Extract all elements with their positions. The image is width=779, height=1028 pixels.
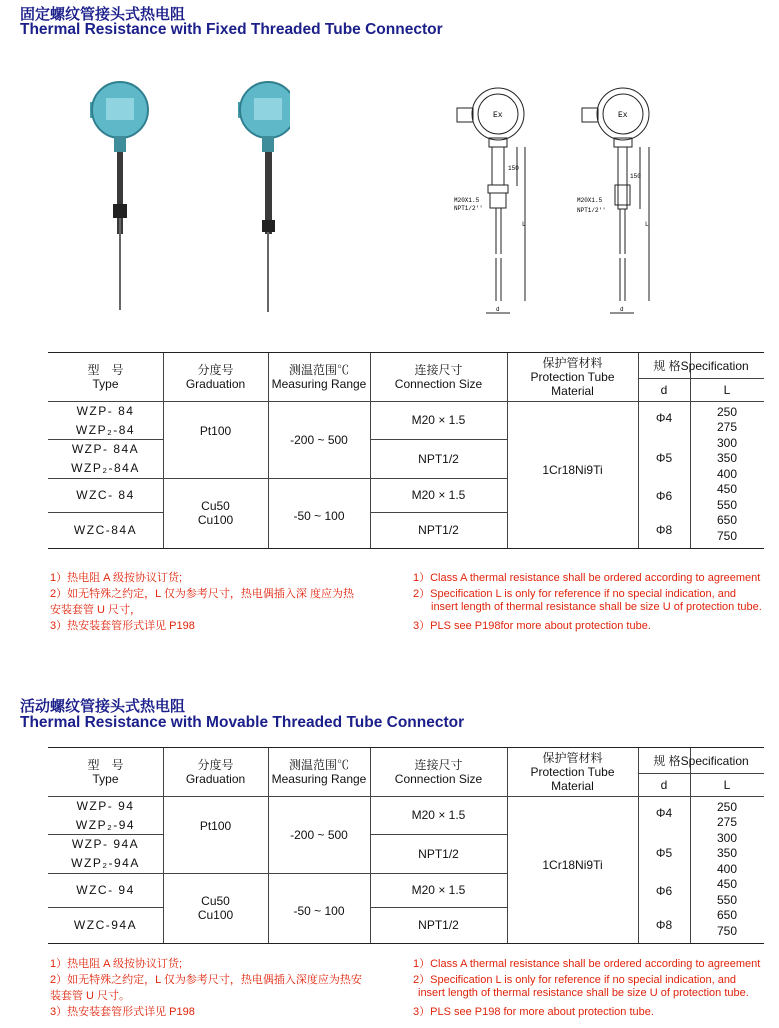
section1-title-cn: 固定螺纹管接头式热电阻 xyxy=(20,6,186,23)
type-cell-text: WZP- 94 xyxy=(76,798,135,813)
d-cell-text: Φ8 xyxy=(655,523,673,537)
type-cell xyxy=(48,512,163,548)
type-cell xyxy=(48,439,163,458)
header-range xyxy=(268,353,370,401)
note-en: 1）Class A thermal resistance shall be ordered according to agreement xyxy=(413,958,761,970)
dim-L: L xyxy=(522,221,526,228)
header-graduation xyxy=(163,748,268,796)
header-connection-text: Connection Size xyxy=(394,377,483,391)
type-cell-text: WZP₂-94 xyxy=(75,817,136,832)
thread-label: M20X1.5 xyxy=(454,197,480,204)
connection-cell xyxy=(370,907,507,943)
d-cell xyxy=(638,798,690,828)
header-type xyxy=(48,748,163,796)
d-cell-text: Φ6 xyxy=(655,489,673,503)
d-cell xyxy=(638,836,690,870)
note-cn: 2）如无特殊之约定，L 仅为参考尺寸，热电偶插入深 度应为热 xyxy=(50,588,354,600)
header-material xyxy=(507,353,638,401)
type-cell-text: WZP₂-84A xyxy=(71,461,140,475)
L-value: 400 xyxy=(716,466,738,481)
connection-cell xyxy=(370,796,507,834)
header-type xyxy=(48,353,163,401)
type-cell xyxy=(48,458,163,478)
L-value: 250 xyxy=(716,404,738,419)
section2-title-cn: 活动螺纹管接头式热电阻 xyxy=(20,698,186,715)
dim-150-2: 150 xyxy=(630,173,641,180)
ex-mark: Ex xyxy=(493,111,503,120)
d-cell-text: Φ8 xyxy=(655,918,673,932)
note-en: 2）Specification L is only for reference if no special indication, and xyxy=(413,588,737,600)
connection-cell-text: NPT1/2 xyxy=(418,451,459,466)
header-d xyxy=(638,773,690,796)
type-cell xyxy=(48,853,163,873)
dim-d: d xyxy=(496,306,500,313)
material-cell-text: 1Cr18Ni9Ti xyxy=(542,857,603,872)
ex-mark-2: Ex xyxy=(618,111,628,120)
d-cell-text: Φ4 xyxy=(655,411,673,425)
L-value: 275 xyxy=(716,420,738,435)
connection-cell-text: NPT1/2 xyxy=(418,918,459,932)
type-cell-text: WZC-84A xyxy=(73,523,138,537)
connection-cell-text: M20 × 1.5 xyxy=(411,808,466,822)
range-cell-text: -200 ~ 500 xyxy=(290,432,348,447)
graduation-cell-text: Pt100 xyxy=(199,424,232,438)
material-cell xyxy=(507,401,638,548)
product-photos xyxy=(80,80,290,320)
L-value: 350 xyxy=(716,451,738,466)
header-range-text: 测温范围℃ xyxy=(288,363,349,377)
type-cell xyxy=(48,907,163,943)
header-material-text: 保护管材料 xyxy=(542,356,603,370)
header-graduation-text: 分度号 xyxy=(197,363,234,377)
spec-table-movable xyxy=(48,747,764,944)
connection-cell-text: NPT1/2 xyxy=(418,523,459,537)
dim-L-2: L xyxy=(645,221,649,228)
photo-movable-connector xyxy=(238,82,290,312)
L-value: 300 xyxy=(716,830,738,845)
type-cell-text: WZP- 94A xyxy=(71,836,140,851)
section2-title-en: Thermal Resistance with Movable Threaded Tube Connector xyxy=(20,714,465,731)
L-value: 650 xyxy=(716,908,738,923)
header-L xyxy=(690,773,764,796)
type-cell xyxy=(48,815,163,834)
header-d-text: d xyxy=(660,382,668,397)
header-type-text: Type xyxy=(92,772,119,786)
header-connection xyxy=(370,353,507,401)
type-cell-text: WZC-94A xyxy=(73,918,138,932)
L-value: 650 xyxy=(716,513,738,528)
note-en: insert length of thermal resistance shall be size U of protection tube. xyxy=(431,601,762,613)
range-cell-text: -50 ~ 100 xyxy=(293,509,345,523)
section1-title-en: Thermal Resistance with Fixed Threaded Tube Connector xyxy=(20,21,443,38)
L-value: 750 xyxy=(716,923,738,938)
type-cell-text: WZP- 84 xyxy=(76,403,135,418)
d-cell xyxy=(638,513,690,547)
L-value: 400 xyxy=(716,861,738,876)
d-cell-text: Φ5 xyxy=(655,846,673,860)
L-value: 450 xyxy=(716,482,738,497)
range-cell xyxy=(268,401,370,478)
note-en: insert length of thermal resistance shall be size U of protection tube. xyxy=(418,987,749,999)
note-cn: 装套管 U 尺寸。 xyxy=(50,990,131,1002)
header-type-text: Type xyxy=(92,377,119,391)
note-en: 3）PLS see P198 for more about protection tube. xyxy=(413,1006,654,1018)
header-specification xyxy=(638,748,764,773)
d-cell xyxy=(638,876,690,906)
material-cell-text: 1Cr18Ni9Ti xyxy=(542,462,603,477)
type-cell xyxy=(48,420,163,439)
header-specification-text: 规 格Specification xyxy=(653,753,749,768)
header-material-text: 保护管材料 xyxy=(542,751,603,765)
header-specification-text: 规 格Specification xyxy=(653,358,749,373)
note-cn: 1）热电阻 A 级按协议订货; xyxy=(50,958,183,970)
graduation-cell xyxy=(163,478,268,548)
connection-cell xyxy=(370,512,507,548)
header-d-text: d xyxy=(660,777,668,792)
d-cell-text: Φ5 xyxy=(655,451,673,465)
header-L-text: L xyxy=(723,382,731,397)
photo-fixed-connector xyxy=(90,82,148,310)
dim-150: 150 xyxy=(508,165,519,172)
note-cn: 1）热电阻 A 级按协议订货; xyxy=(50,572,183,584)
type-cell-text: WZP₂-94A xyxy=(71,856,140,870)
L-value: 300 xyxy=(716,435,738,450)
connection-cell xyxy=(370,834,507,873)
technical-drawings xyxy=(440,80,680,320)
header-material xyxy=(507,748,638,796)
type-cell xyxy=(48,834,163,853)
connection-cell xyxy=(370,401,507,439)
type-cell xyxy=(48,478,163,512)
header-type-text: 型 号 xyxy=(87,758,124,772)
note-en: 3）PLS see P198for more about protection tube. xyxy=(413,620,651,632)
L-value: 750 xyxy=(716,528,738,543)
connection-cell-text: M20 × 1.5 xyxy=(411,488,466,502)
connection-cell-text: M20 × 1.5 xyxy=(411,413,466,427)
header-graduation-text: 分度号 xyxy=(197,758,234,772)
dim-d-2: d xyxy=(620,306,624,313)
header-connection xyxy=(370,748,507,796)
note-en: 1）Class A thermal resistance shall be ordered according to agreement xyxy=(413,572,761,584)
header-L-text: L xyxy=(723,777,731,792)
note-cn: 2）如无特殊之约定，L 仅为参考尺寸，热电偶插入深度应为热安 xyxy=(50,974,362,986)
d-cell xyxy=(638,403,690,433)
d-cell xyxy=(638,908,690,942)
npt-label: NPT1/2'' xyxy=(454,205,483,212)
header-range-text: Measuring Range xyxy=(271,772,367,786)
header-specification xyxy=(638,353,764,378)
L-value: 550 xyxy=(716,892,738,907)
type-cell-text: WZP₂-84 xyxy=(75,422,136,437)
L-value: 450 xyxy=(716,877,738,892)
graduation-cell-text: Cu50 Cu100 xyxy=(197,499,234,527)
header-range-text: Measuring Range xyxy=(271,377,367,391)
graduation-cell xyxy=(163,796,268,856)
L-cell xyxy=(690,796,764,943)
header-connection-text: 连接尺寸 xyxy=(414,758,463,772)
connection-cell xyxy=(370,478,507,512)
connection-cell xyxy=(370,873,507,907)
header-L xyxy=(690,378,764,401)
connection-cell-text: NPT1/2 xyxy=(418,846,459,861)
graduation-cell xyxy=(163,401,268,461)
note-en: 2）Specification L is only for reference if no special indication, and xyxy=(413,974,737,986)
d-cell-text: Φ4 xyxy=(655,806,673,820)
material-cell xyxy=(507,796,638,943)
type-cell-text: WZC- 94 xyxy=(76,883,135,897)
npt-label-2: NPT1/2'' xyxy=(577,207,606,214)
L-cell xyxy=(690,401,764,548)
d-cell xyxy=(638,441,690,475)
range-cell xyxy=(268,873,370,943)
type-cell xyxy=(48,796,163,815)
type-cell xyxy=(48,401,163,420)
spec-table-fixed xyxy=(48,352,764,549)
header-range xyxy=(268,748,370,796)
L-value: 350 xyxy=(716,846,738,861)
header-material-text: Protection Tube Material xyxy=(530,370,615,398)
connection-cell xyxy=(370,439,507,478)
L-value: 550 xyxy=(716,497,738,512)
note-cn: 安装套管 U 尺寸， xyxy=(50,604,142,616)
type-cell-text: WZP- 84A xyxy=(71,441,140,456)
note-cn: 3）热安装套管形式详见 P198 xyxy=(50,620,195,632)
type-cell xyxy=(48,873,163,907)
range-cell-text: -50 ~ 100 xyxy=(293,904,345,918)
range-cell xyxy=(268,796,370,873)
graduation-cell-text: Pt100 xyxy=(199,819,232,833)
header-connection-text: 连接尺寸 xyxy=(414,363,463,377)
header-range-text: 测温范围℃ xyxy=(288,758,349,772)
header-graduation-text: Graduation xyxy=(185,772,246,786)
range-cell-text: -200 ~ 500 xyxy=(290,827,348,842)
range-cell xyxy=(268,478,370,548)
header-graduation xyxy=(163,353,268,401)
note-cn: 3）热安装套管形式详见 P198 xyxy=(50,1006,195,1018)
L-value: 250 xyxy=(716,799,738,814)
type-cell-text: WZC- 84 xyxy=(76,488,135,502)
connection-cell-text: M20 × 1.5 xyxy=(411,883,466,897)
header-connection-text: Connection Size xyxy=(394,772,483,786)
header-type-text: 型 号 xyxy=(87,363,124,377)
L-value: 275 xyxy=(716,815,738,830)
header-material-text: Protection Tube Material xyxy=(530,765,615,793)
d-cell xyxy=(638,481,690,511)
graduation-cell xyxy=(163,873,268,943)
graduation-cell-text: Cu50 Cu100 xyxy=(197,894,234,922)
d-cell-text: Φ6 xyxy=(655,884,673,898)
header-graduation-text: Graduation xyxy=(185,377,246,391)
thread-label-2: M20X1.5 xyxy=(577,197,603,204)
header-d xyxy=(638,378,690,401)
